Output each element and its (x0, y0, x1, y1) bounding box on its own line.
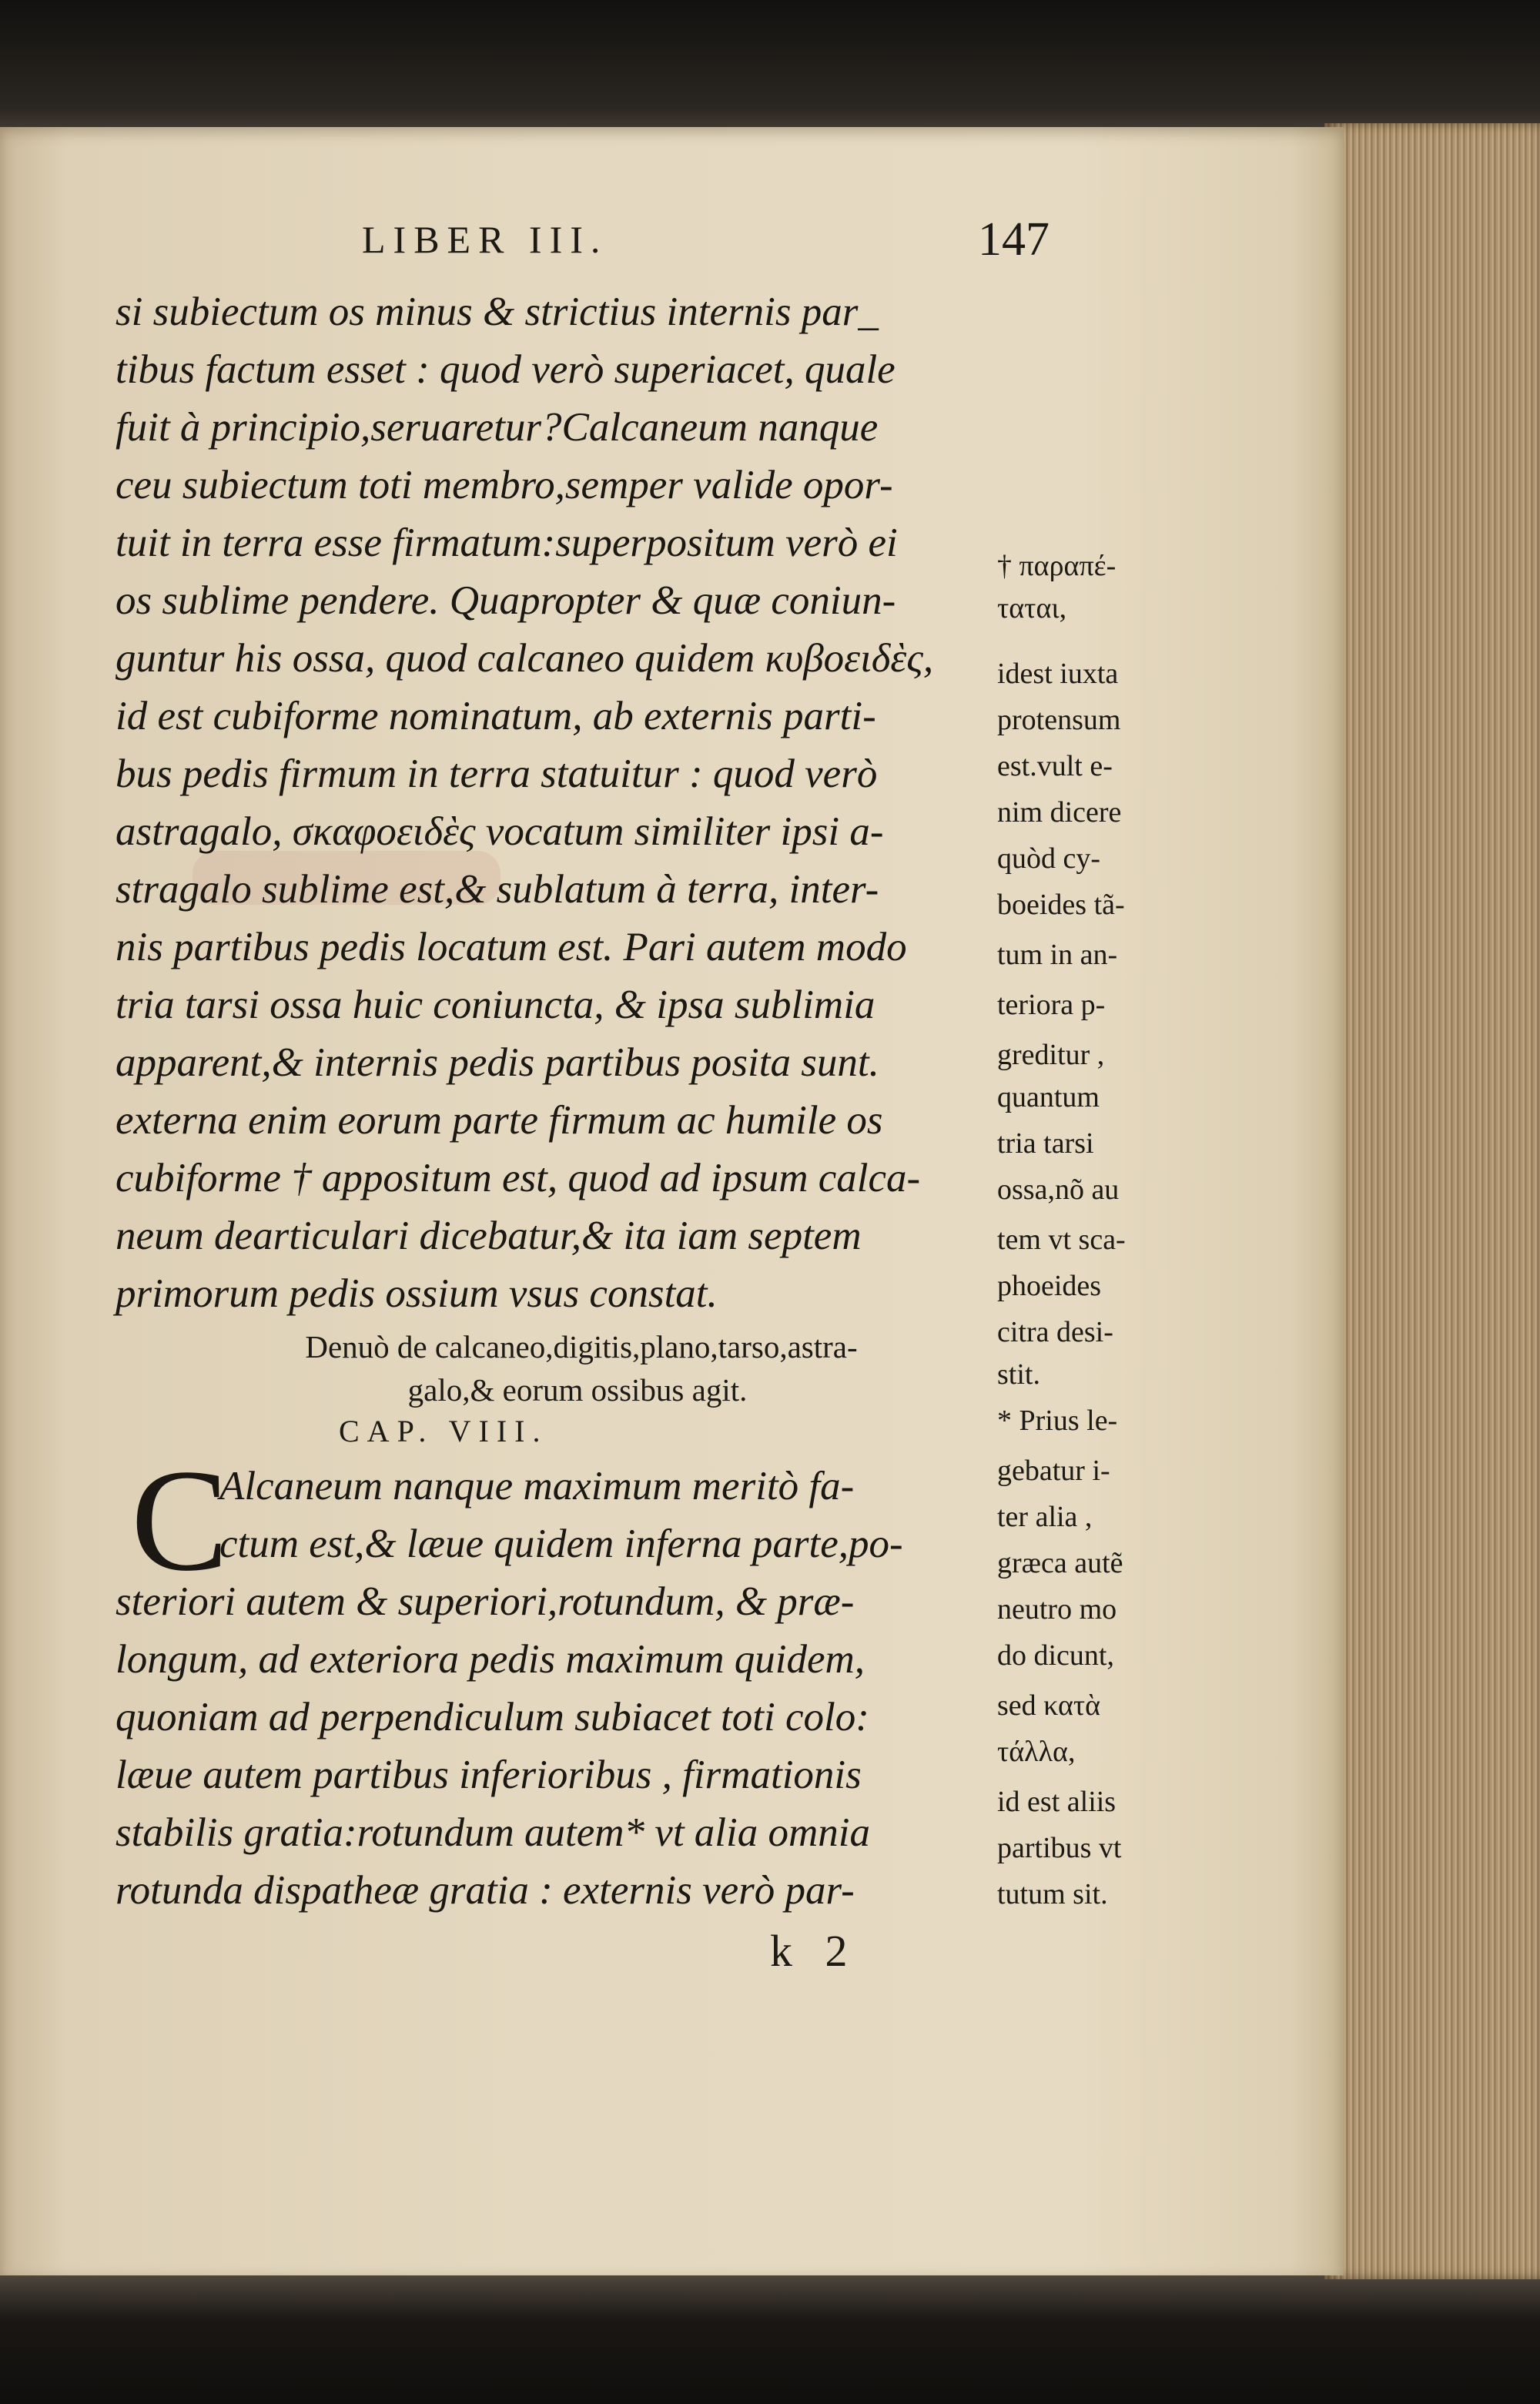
chapter-label: CAP. VIII. (339, 1414, 548, 1448)
chapter-line: Alcaneum nanque maximum meritò fa- (219, 1464, 855, 1508)
body-line: nis partibus pedis locatum est. Pari autem modo (116, 925, 907, 969)
marginal-note-line: sed κατὰ (997, 1689, 1101, 1722)
body-line: tria tarsi ossa huic coniuncta, & ipsa sublimia (116, 983, 875, 1027)
page-header (362, 213, 1055, 266)
signature-mark: k 2 (770, 1926, 859, 1976)
body-line: guntur his ossa, quod calcaneo quidem κυβοειδὲς, (116, 636, 934, 681)
marginal-note-line: phoeides (997, 1270, 1102, 1302)
chapter-line: longum, ad exteriora pedis maximum quidem, (116, 1637, 865, 1682)
marginal-note-line: ossa,nõ au (997, 1174, 1120, 1206)
body-line: fuit à principio,seruaretur?Calcaneum nanque (116, 405, 879, 450)
marginal-note-line: idest iuxta (997, 658, 1119, 690)
marginal-note-line: τάλλα, (997, 1736, 1076, 1768)
body-line: os sublime pendere. Quapropter & quæ coniun- (116, 578, 896, 623)
marginal-note-line: quòd cy- (997, 842, 1101, 875)
marginal-note-line: boeides tã- (997, 889, 1125, 921)
body-line: stragalo sublime est,& sublatum à terra, inter- (116, 867, 879, 912)
body-line: si subiectum os minus & strictius internis par_ (116, 290, 879, 334)
marginal-note-line: gebatur i- (997, 1455, 1110, 1487)
body-line: tuit in terra esse firmatum:superpositum verò ei (116, 521, 898, 565)
body-line: tibus factum esset : quod verò superiacet, quale (116, 347, 896, 392)
marginal-note-line: partibus vt (997, 1832, 1122, 1864)
chapter-line: stabilis gratia:rotundum autem* vt alia omnia (116, 1810, 871, 1855)
running-title: LIBER III. (362, 218, 608, 261)
chapter-line: rotunda dispatheæ gratia : externis verò par- (116, 1868, 855, 1913)
marginal-note-line: quantum (997, 1081, 1100, 1113)
marginal-note-line: græca autẽ (997, 1547, 1123, 1579)
marginal-note-line: * Prius le- (997, 1405, 1118, 1437)
marginal-note-line: ter alia , (997, 1501, 1093, 1533)
marginal-note-line: tem vt sca- (997, 1224, 1126, 1256)
marginal-note-line: nim dicere (997, 796, 1122, 829)
section-heading-line: Denuò de calcaneo,digitis,plano,tarso,astra- (305, 1329, 858, 1364)
body-line: cubiforme † appositum est, quod ad ipsum calca- (116, 1156, 921, 1200)
marginal-note-line: protensum (997, 704, 1121, 736)
dark-background-bottom (0, 2264, 1540, 2404)
marginal-note-line: tutum sit. (997, 1878, 1108, 1910)
chapter-line: læue autem partibus inferioribus , firmationis (116, 1753, 862, 1797)
body-line: neum dearticulari dicebatur,& ita iam septem (116, 1214, 862, 1258)
marginal-note-line: greditur , (997, 1039, 1105, 1071)
marginal-note-line: neutro mo (997, 1593, 1117, 1626)
section-heading-line: galo,& eorum ossibus agit. (407, 1372, 748, 1408)
marginal-note-line: do dicunt, (997, 1639, 1114, 1672)
marginal-note-line: est.vult e- (997, 750, 1113, 782)
chapter-line: steriori autem & superiori,rotundum, & præ- (116, 1579, 855, 1624)
body-line: id est cubiforme nominatum, ab externis parti- (116, 694, 876, 738)
marginal-note-line: id est aliis (997, 1786, 1116, 1818)
marginal-note-line: tum in an- (997, 939, 1118, 971)
page-edges (1324, 123, 1540, 2279)
body-line: primorum pedis ossium vsus constat. (116, 1271, 718, 1316)
body-line: apparent,& internis pedis partibus posita sunt. (116, 1040, 879, 1085)
marginal-note-line: ταται, (997, 592, 1067, 624)
marginal-note-line: citra desi- (997, 1316, 1113, 1348)
body-line: bus pedis firmum in terra statuitur : quod verò (116, 752, 878, 796)
chapter-line: ctum est,& læue quidem inferna parte,po- (219, 1522, 903, 1566)
page-number: 147 (978, 213, 1050, 266)
chapter-line: quoniam ad perpendiculum subiacet toti colo: (116, 1695, 869, 1739)
marginal-note-line: † παραπέ- (997, 550, 1116, 582)
body-line: ceu subiectum toti membro,semper valide opor- (116, 463, 893, 507)
drop-cap: C (131, 1440, 229, 1602)
marginal-note-line: teriora p- (997, 989, 1106, 1021)
body-line: externa enim eorum parte firmum ac humile os (116, 1098, 883, 1143)
marginal-note-line: tria tarsi (997, 1127, 1094, 1160)
body-line: astragalo, σκαφοειδὲς vocatum similiter ipsi a- (116, 809, 884, 854)
marginal-note-line: stit. (997, 1358, 1040, 1391)
